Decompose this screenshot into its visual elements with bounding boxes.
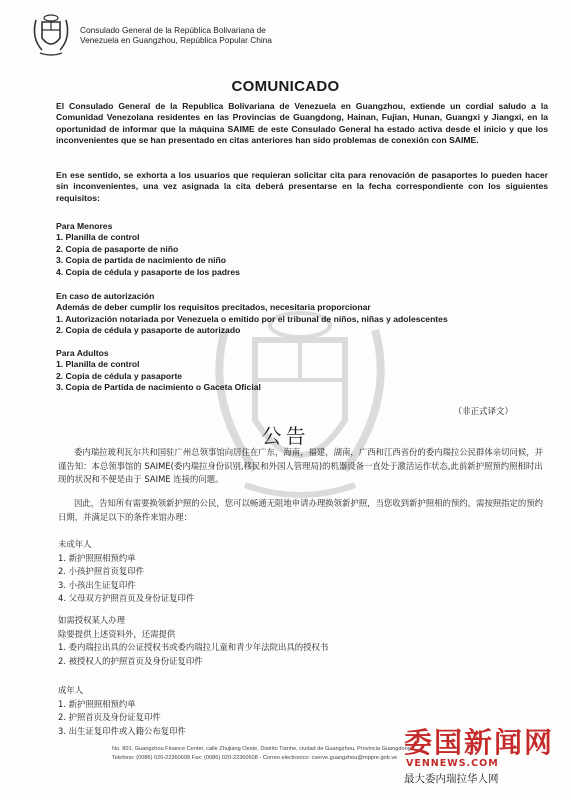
section-heading: Para Adultos bbox=[56, 348, 109, 358]
chinese-paragraph-text: 因此，告知所有需要换领新护照的公民，您可以畅通无阻地申请办理换领新护照，当您收到新护照相的预约，需按照指定的预约日期，并满足以下的条件来馆办理： bbox=[58, 498, 543, 522]
coat-of-arms-icon bbox=[28, 12, 74, 58]
list-item: 3. Copia de Partida de nacimiento o Gaceta Oficial bbox=[56, 382, 261, 393]
requirements-list bbox=[56, 314, 548, 337]
document-title: COMUNICADO bbox=[231, 78, 340, 95]
footer-address bbox=[112, 745, 411, 763]
footer-line-2: Telefono: (0086) 020-22360608 Fax: (0086) 020-22360608 - Correo electronico: cserve.guangzhou@mppre.gob.ve bbox=[112, 755, 398, 761]
stamp-title: 委国新闻网 bbox=[404, 726, 555, 759]
list-item: 3. Copia de partida de nacimiento de niño bbox=[56, 255, 226, 266]
list-item: 2. 护照首页及身份证复印件 bbox=[58, 712, 161, 723]
section-minors bbox=[56, 221, 548, 278]
list-item: 2. 小孩护照首页复印件 bbox=[58, 566, 145, 577]
chinese-paragraph-text: 委内瑞拉玻利瓦尔共和国驻广州总领事馆向居住在广东，海南，福建，湖南，广西和江西省份的委内瑞拉公民群体亲切问候，并谨告知：本总领事馆的 SAIME(委内瑞拉身份识别,移民和外国人管理局)的机器设备一直处于激活运作状态,此前新护照预约照相时出现的状况和不便是由于 SAIME 连接的问题。 bbox=[58, 447, 543, 485]
requirements-list bbox=[56, 359, 548, 393]
section-heading: 如需授权某人办理 bbox=[58, 615, 125, 625]
list-item: 1. Autorización notariada por Venezuela o emitido por el tribunal de niños, niñas y adolescentes bbox=[56, 313, 448, 324]
list-item: 1. 委内瑞拉出具的公证授权书或委内瑞拉儿童和青少年法院出具的授权书 bbox=[58, 642, 329, 653]
list-item: 2. Copia de pasaporte de niño bbox=[56, 243, 179, 254]
list-item: 4. 父母双方护照首页及身份证复印件 bbox=[58, 593, 195, 604]
list-item: 3. 出生证复印件或入籍公布复印件 bbox=[58, 725, 186, 736]
section-heading: En caso de autorización bbox=[56, 291, 155, 301]
letterhead-line-1: Consulado General de la República Bolivariana de bbox=[80, 25, 266, 35]
unofficial-translation-note: （非正式译文） bbox=[453, 407, 513, 417]
list-item: 1. Planilla de control bbox=[56, 232, 140, 243]
list-item: 1. 新护照照相预约单 bbox=[58, 552, 136, 563]
intro-paragraph-2: En ese sentido, se exhorta a los usuarios que requieran solicitar cita para renovación de pasaportes lo pueden hacer sin inconvenientes, una vez asignada la cita deberá presentarse en la fecha correspondiente con los siguientes requisitos: bbox=[56, 170, 548, 203]
footer-line-1: No. 801, Guangzhou Finance Center, calle Zhujiang Oeste, Distrito Tianhe, ciudad de Guangzhou, Provincia Guangdong bbox=[112, 746, 411, 752]
list-item: 2. Copia de cédula y pasaporte bbox=[56, 370, 183, 381]
letterhead-text bbox=[80, 25, 272, 45]
list-item: 4. Copia de cédula y pasaporte de los padres bbox=[56, 266, 240, 277]
letterhead bbox=[28, 12, 272, 58]
stamp-subtitle: 最大委内瑞拉华人网 bbox=[404, 773, 499, 785]
list-item: 2. Copia de cédula y pasaporte de autorizado bbox=[56, 325, 241, 336]
list-item: 1. Planilla de control bbox=[56, 359, 140, 370]
section-authorization bbox=[56, 291, 548, 337]
list-item: 1. 新护照照相预约单 bbox=[58, 698, 136, 709]
section-adults bbox=[56, 348, 548, 394]
requirements-list bbox=[56, 232, 548, 278]
list-item: 2. 被授权人的护照首页及身份证复印件 bbox=[58, 655, 203, 666]
vennews-watermark-stamp bbox=[404, 728, 554, 786]
section-subheading: 除要提供上述资料外，还需提供 bbox=[58, 628, 176, 639]
letterhead-line-2: Venezuela en Guangzhou, República Popular China bbox=[80, 35, 272, 45]
chinese-section-minors bbox=[58, 538, 546, 606]
section-heading: 成年人 bbox=[58, 685, 84, 695]
chinese-section-authorization bbox=[58, 614, 546, 668]
section-heading: Para Menores bbox=[56, 221, 113, 231]
section-heading: 未成年人 bbox=[58, 539, 92, 549]
chinese-paragraph-2 bbox=[58, 497, 546, 524]
list-item: 3. 小孩出生证复印件 bbox=[58, 579, 136, 590]
intro-paragraph: El Consulado General de la Republica Bolivariana de Venezuela en Guangzhou, extiende un cordial saludo a la Comunidad Venezolana residentes en las Provincias de Guangdong, Hainan, Fujian, Hunan, Guangxi y Jiangxi, en la oportunidad de informar que la máquina SAIME de este Consulado General ha estado activa desde el inicio y que los inconvenientes que se han presentado en citas anteriores han sido problemas de conexión con SAIME. bbox=[56, 101, 548, 146]
chinese-title: 公告 bbox=[261, 424, 310, 448]
stamp-url: VENNEWS.COM bbox=[406, 758, 499, 769]
chinese-paragraph-1 bbox=[58, 446, 546, 487]
section-subheading: Además de deber cumplir los requisitos precitados, necesitaria proporcionar bbox=[56, 302, 371, 313]
